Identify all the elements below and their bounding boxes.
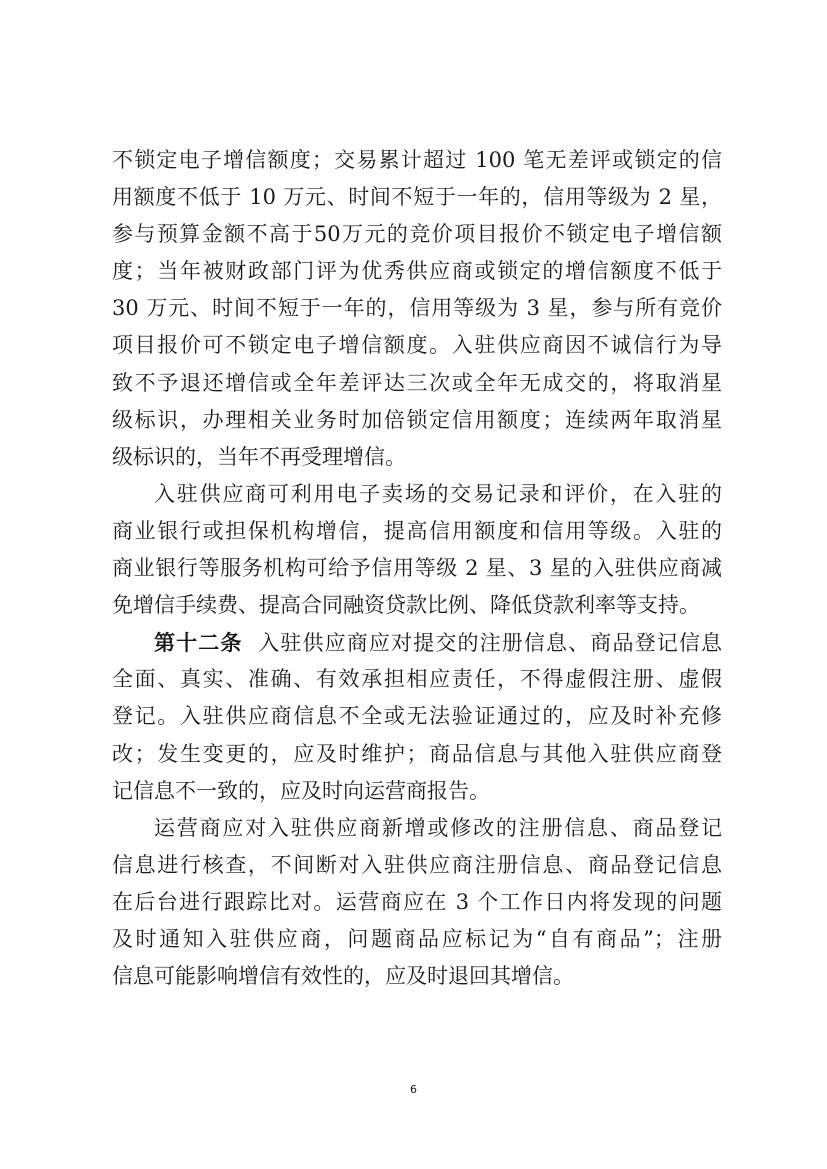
article-twelve	[112, 624, 722, 809]
text-line: 及时通知入驻供应商，问题商品应标记为“自有商品”；注册	[112, 926, 722, 951]
text-line: 不锁定电子增信额度；交易累计超过 100 笔无差评或锁定的信	[112, 148, 722, 172]
text-line: 商业银行或担保机构增信，提高信用额度和信用等级。入驻的	[112, 518, 722, 543]
text-line	[112, 624, 722, 661]
article-label: 第十二条	[154, 630, 243, 656]
text-line: 运营商应对入驻供应商新增或修改的注册信息、商品登记	[154, 815, 722, 840]
text-line: 项目报价可不锁定电子增信额度。入驻供应商因不诚信行为导	[112, 333, 722, 358]
text-line: 度；当年被财政部门评为优秀供应商或锁定的增信额度不低于	[112, 259, 722, 284]
paragraph-operator-review	[112, 810, 722, 995]
text-line: 全面、真实、准确、有效承担相应责任，不得虚假注册、虚假	[112, 667, 722, 692]
text-line: 商业银行等服务机构可给予信用等级 2 星、3 星的入驻供应商减	[112, 556, 722, 581]
text-line: 参与预算金额不高于50万元的竞价项目报价不锁定电子增信额	[112, 222, 722, 247]
text-line: 致不予退还增信或全年差评达三次或全年无成交的，将取消星	[112, 370, 722, 395]
page-number: 6	[410, 1083, 417, 1096]
text-line: 信息进行核查，不间断对入驻供应商注册信息、商品登记信息	[112, 852, 722, 877]
text-line: 记信息不一致的，应及时向运营商报告。	[112, 778, 490, 803]
paragraph-credit-level	[112, 142, 722, 476]
document-body	[112, 142, 722, 995]
text-line: 入驻供应商可利用电子卖场的交易记录和评价，在入驻的	[154, 481, 722, 506]
paragraph-bank-credit	[112, 476, 722, 624]
text-line: 在后台进行跟踪比对。运营商应在 3 个工作日内将发现的问题	[112, 889, 722, 914]
text-line: 改；发生变更的，应及时维护；商品信息与其他入驻供应商登	[112, 741, 722, 766]
text-line: 信息可能影响增信有效性的，应及时退回其增信。	[112, 964, 574, 989]
article-text: 入驻供应商应对提交的注册信息、商品登记信息	[258, 631, 723, 656]
text-line: 登记。入驻供应商信息不全或无法验证通过的，应及时补充修	[112, 704, 722, 729]
text-line: 级标识，办理相关业务时加倍锁定信用额度；连续两年取消星	[112, 407, 722, 432]
text-line: 30 万元、时间不短于一年的，信用等级为 3 星，参与所有竞价	[112, 296, 722, 321]
text-line: 级标识的，当年不再受理增信。	[112, 444, 406, 469]
text-line: 免增信手续费、提高合同融资贷款比例、降低贷款利率等支持。	[112, 593, 700, 618]
text-line: 用额度不低于 10 万元、时间不短于一年的，信用等级为 2 星，	[112, 185, 722, 210]
